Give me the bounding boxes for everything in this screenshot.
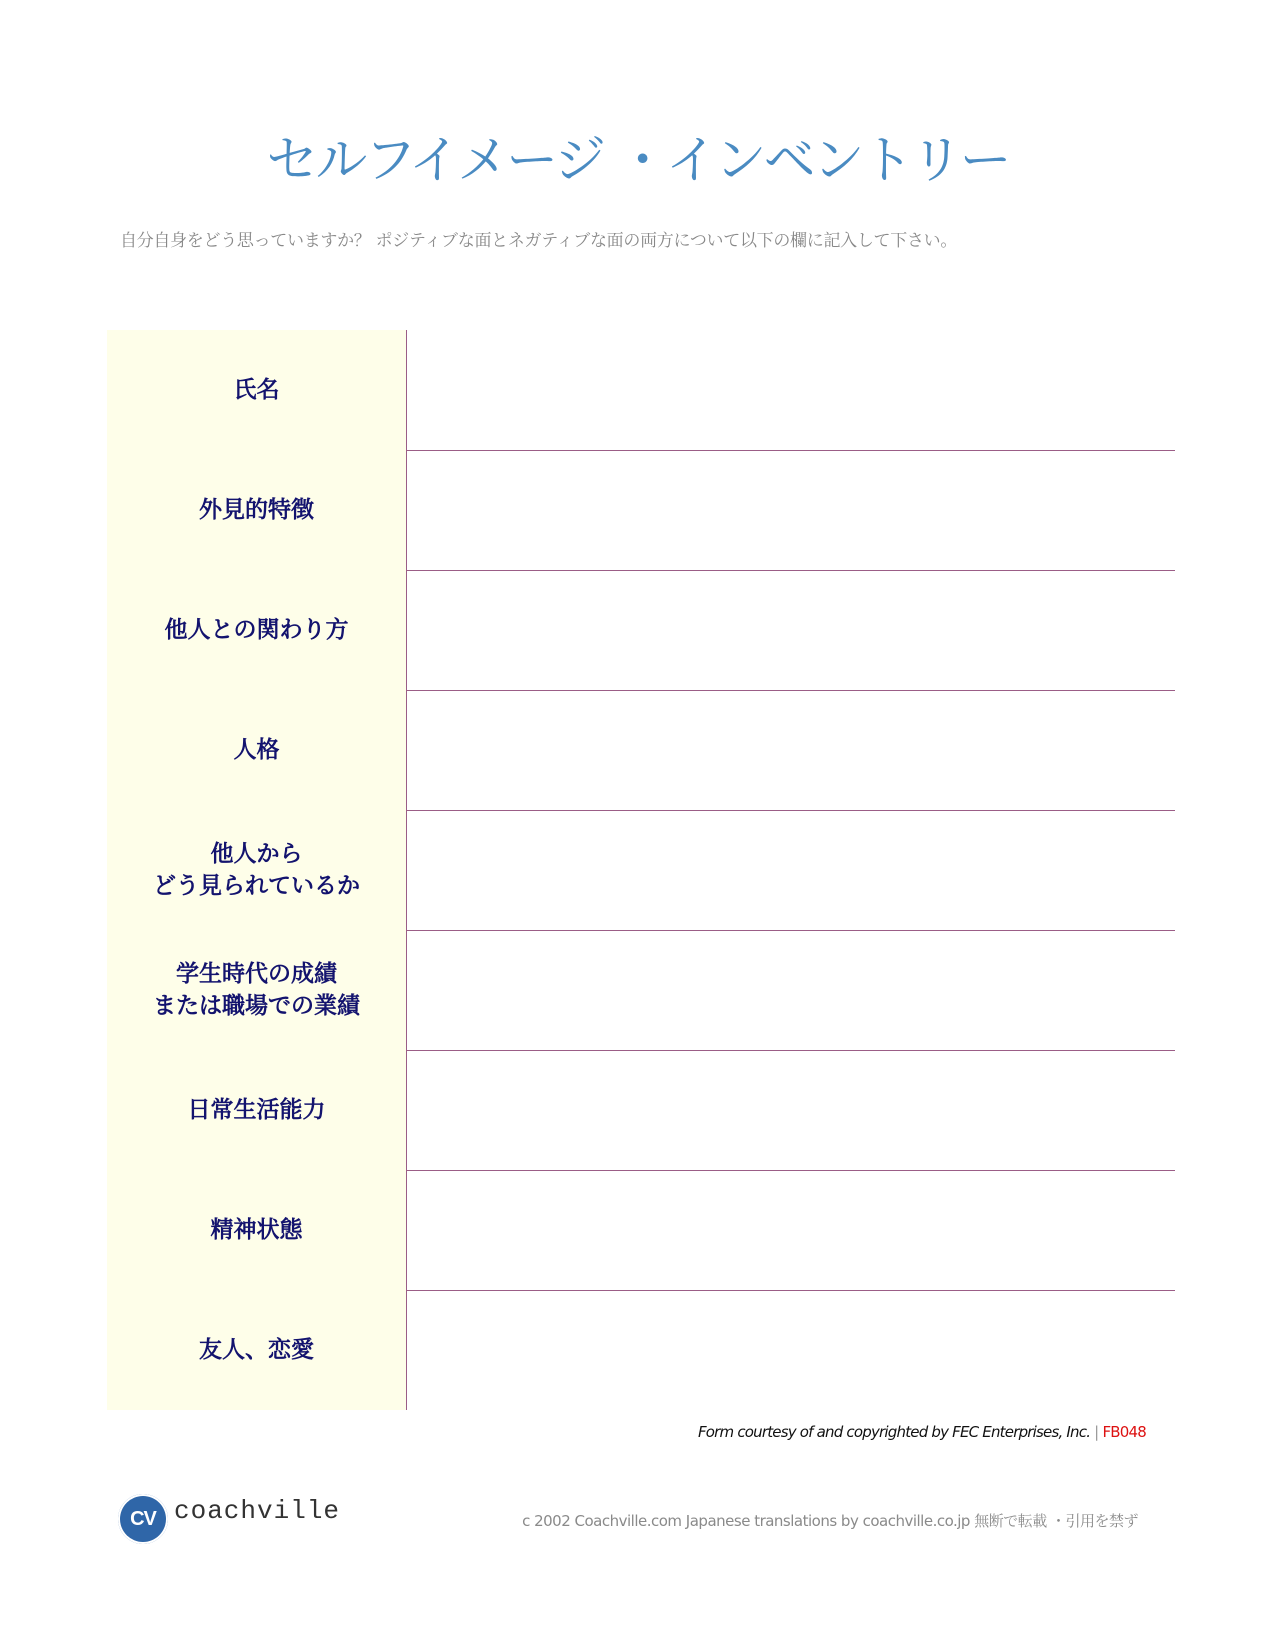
form-courtesy-line (698, 1423, 1146, 1441)
table-row (107, 1170, 1175, 1291)
entry-field-friends-romance[interactable] (407, 1290, 1175, 1410)
row-label-cell (107, 810, 407, 930)
table-row (107, 1050, 1175, 1171)
instructions-text: 自分自身をどう思っていますか？ ポジティブな面とネガティブな面の両方について以下の欄に記入して下さい。 (120, 231, 958, 251)
courtesy-separator: | (1094, 1423, 1099, 1441)
courtesy-text: Form courtesy of and copyrighted by FEC Enterprises, Inc. (697, 1423, 1091, 1441)
self-image-inventory-table (107, 330, 1175, 1410)
copyright-text: c 2002 Coachville.com Japanese translations by coachville.co.jp 無断で転載 ・引用を禁ず (522, 1512, 1138, 1530)
page-title: セルフイメージ ・インベントリー (266, 131, 1009, 191)
entry-field-daily-skills[interactable] (407, 1050, 1175, 1170)
table-row (107, 570, 1175, 691)
row-label-cell (107, 690, 407, 810)
cv-badge-icon (118, 1494, 168, 1544)
row-label: 他人との関わり方 (164, 617, 349, 643)
row-label-cell (107, 1290, 407, 1410)
logo-badge-text: CV (130, 1507, 156, 1530)
entry-field-appearance[interactable] (407, 450, 1175, 570)
row-label: 日常生活能力 (187, 1097, 326, 1123)
entry-field-name[interactable] (407, 330, 1175, 450)
entry-field-mental-state[interactable] (407, 1170, 1175, 1290)
row-label-cell (107, 330, 407, 450)
form-code: FB048 (1102, 1423, 1146, 1441)
entry-field-personality[interactable] (407, 690, 1175, 810)
row-label: 他人から どう見られているか (153, 841, 360, 899)
row-label-cell (107, 450, 407, 570)
table-row (107, 810, 1175, 931)
table-row (107, 690, 1175, 811)
row-label-cell (107, 1050, 407, 1170)
entry-field-perception[interactable] (407, 810, 1175, 930)
row-label: 外見的特徴 (199, 497, 314, 523)
table-row (107, 330, 1175, 451)
table-row (107, 450, 1175, 571)
row-label: 氏名 (233, 377, 280, 403)
row-label-cell (107, 1170, 407, 1290)
row-label: 人格 (233, 737, 280, 763)
row-label: 学生時代の成績 または職場での業績 (153, 961, 360, 1019)
row-label-cell (107, 930, 407, 1050)
table-row (107, 1290, 1175, 1410)
entry-field-performance[interactable] (407, 930, 1175, 1050)
entry-field-relations[interactable] (407, 570, 1175, 690)
row-label-cell (107, 570, 407, 690)
table-row (107, 930, 1175, 1051)
row-label: 精神状態 (210, 1217, 303, 1243)
row-label: 友人、恋愛 (199, 1337, 314, 1363)
logo-wordmark: coachville (174, 1496, 341, 1526)
